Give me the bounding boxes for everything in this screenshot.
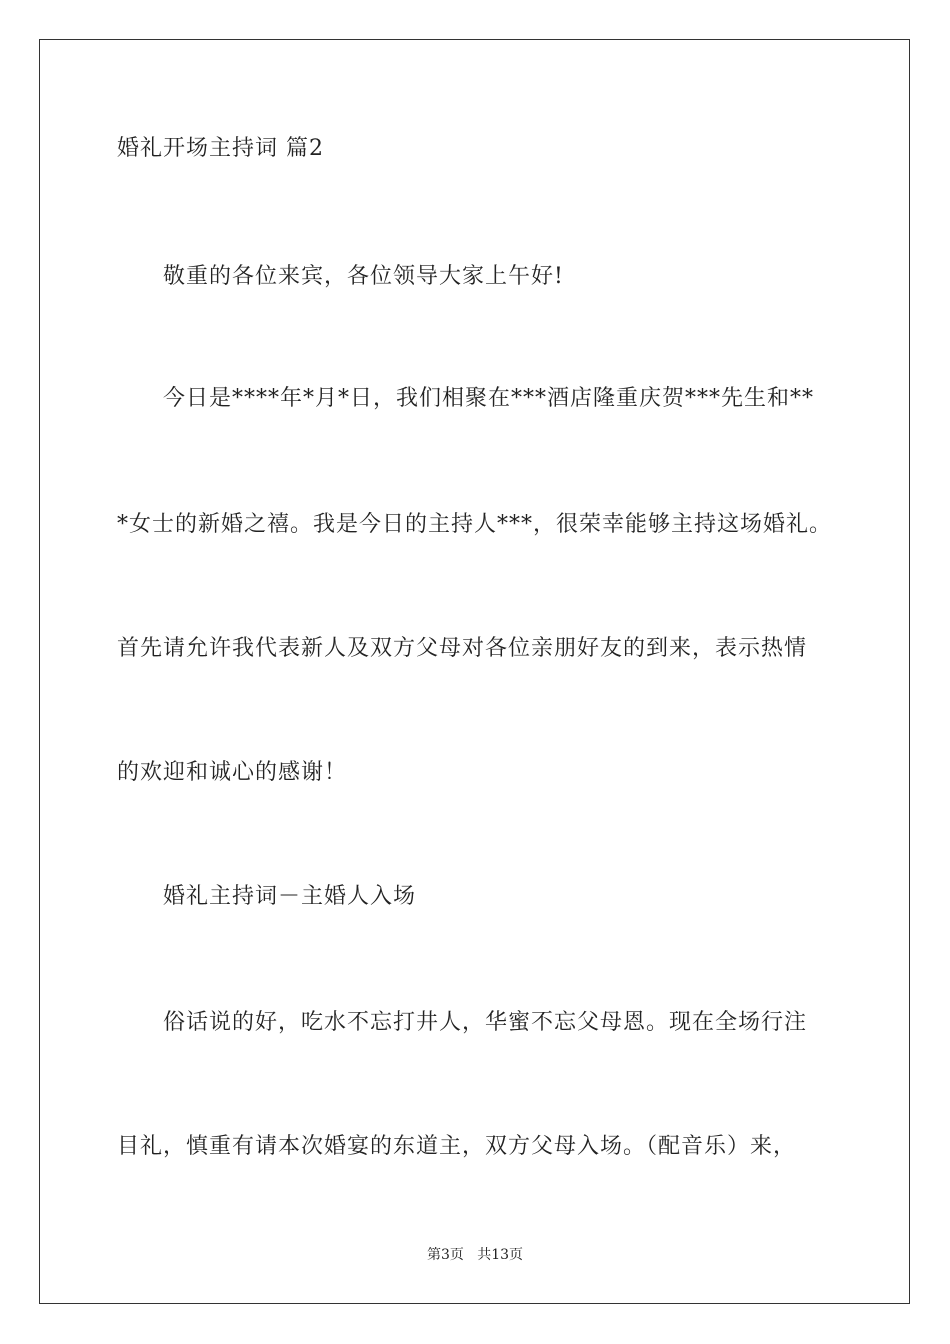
paragraph-line: *女士的新婚之禧。我是今日的主持人***，很荣幸能够主持这场婚礼。 (117, 512, 833, 537)
page-number-footer: 第3页 共13页 (426, 1247, 524, 1263)
subheading-line: 婚礼主持词－主婚人入场 (163, 884, 417, 909)
paragraph-line: 首先请允许我代表新人及双方父母对各位亲朋好友的到来，表示热情 (117, 636, 808, 661)
paragraph-line: 敬重的各位来宾，各位领导大家上午好! (163, 264, 564, 289)
section-heading: 婚礼开场主持词 篇2 (117, 136, 324, 161)
paragraph-line: 目礼，慎重有请本次婚宴的东道主，双方父母入场。（配音乐）来， (117, 1134, 797, 1159)
paragraph-line: 俗话说的好，吃水不忘打井人，华蜜不忘父母恩。现在全场行注 (163, 1010, 808, 1035)
page-border (39, 39, 910, 1304)
paragraph-line: 今日是****年*月*日，我们相聚在***酒店隆重庆贺***先生和** (163, 386, 815, 411)
paragraph-line: 的欢迎和诚心的感谢！ (117, 760, 348, 785)
